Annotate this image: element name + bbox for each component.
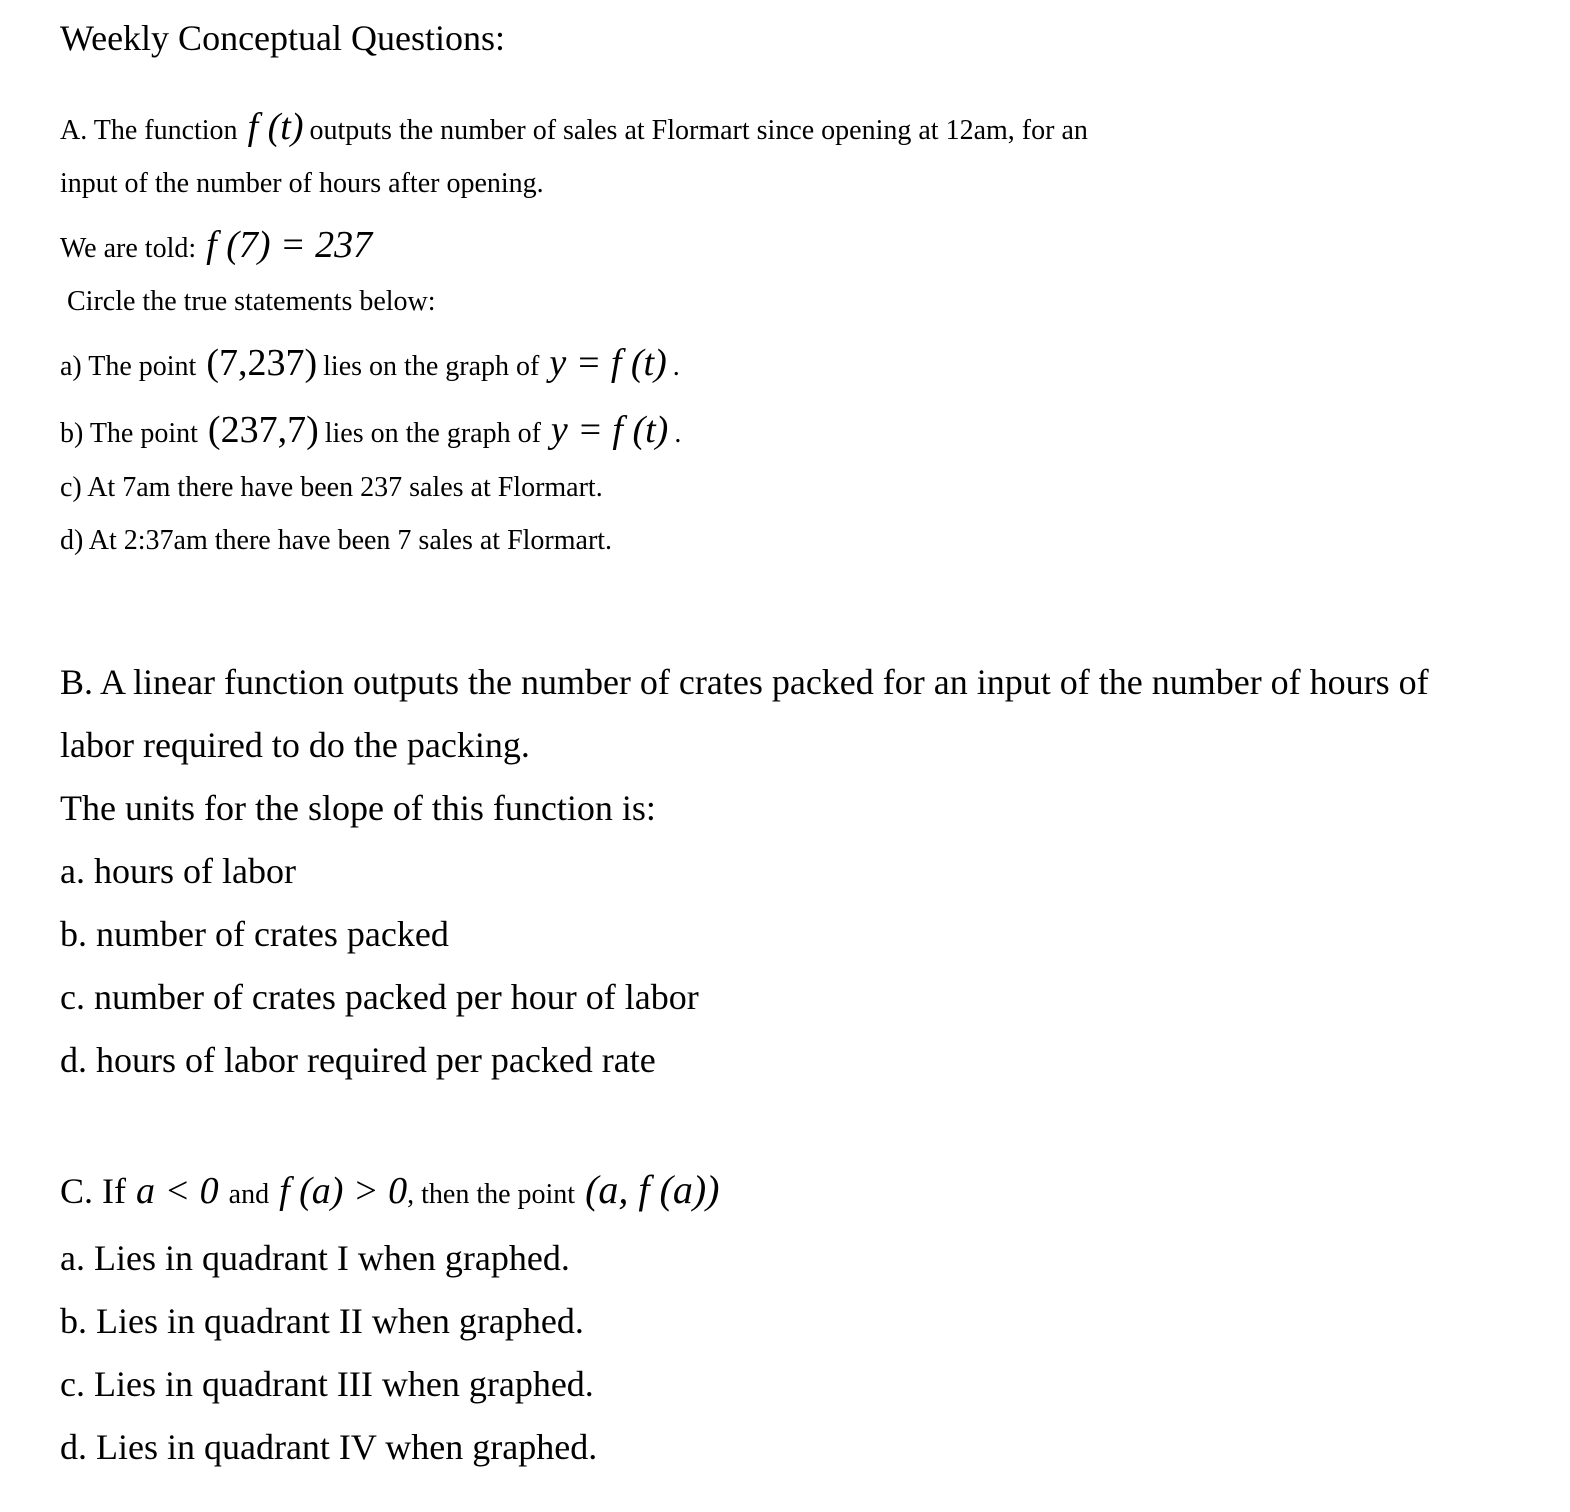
option-b-period: . bbox=[674, 418, 682, 449]
section-a-intro-end: outputs the number of sales at Flormart since opening at 12am, for an bbox=[309, 115, 1088, 146]
given-label: We are told: bbox=[60, 233, 197, 264]
math-y-equals-f-of-t-a: y = f (t) bbox=[549, 342, 667, 384]
section-b-line-1: B. A linear function outputs the number of crates packed for an input of the number of hours of bbox=[60, 662, 1429, 702]
section-c-then: , then the point bbox=[407, 1179, 576, 1210]
option-a-period: . bbox=[672, 351, 680, 382]
math-given-equation: f (7) = 237 bbox=[206, 224, 373, 266]
section-c-option-d: d. Lies in quadrant IV when graphed. bbox=[60, 1427, 598, 1467]
math-point-c: (a, f (a)) bbox=[585, 1167, 720, 1212]
section-c-prefix: C. If bbox=[60, 1171, 126, 1211]
section-b-option-b: b. number of crates packed bbox=[60, 914, 449, 954]
section-c-question bbox=[60, 1167, 720, 1212]
section-a-option-b bbox=[60, 411, 681, 449]
section-c-and: and bbox=[228, 1179, 270, 1210]
section-a-option-a bbox=[60, 344, 680, 382]
section-a-intro-line-1 bbox=[60, 108, 1088, 146]
math-f-of-t: f (t) bbox=[247, 106, 304, 148]
math-y-equals-f-of-t-b: y = f (t) bbox=[550, 409, 669, 451]
math-point-b: (237,7) bbox=[207, 409, 319, 451]
section-a-intro-start: A. The function bbox=[60, 115, 238, 146]
option-a-mid: lies on the graph of bbox=[323, 351, 540, 382]
section-a-option-c: c) At 7am there have been 237 sales at Flormart. bbox=[60, 472, 603, 503]
option-b-mid: lies on the graph of bbox=[324, 418, 541, 449]
circle-prompt: Circle the true statements below: bbox=[67, 286, 436, 317]
math-fa-gt-0: f (a) > 0 bbox=[279, 1170, 408, 1212]
section-c-option-c: c. Lies in quadrant III when graphed. bbox=[60, 1364, 594, 1404]
section-c-option-a: a. Lies in quadrant I when graphed. bbox=[60, 1238, 570, 1278]
section-b-prompt: The units for the slope of this function is: bbox=[60, 788, 656, 828]
page-title: Weekly Conceptual Questions: bbox=[60, 18, 506, 58]
section-a-option-d: d) At 2:37am there have been 7 sales at Flormart. bbox=[60, 525, 613, 556]
option-a-start: a) The point bbox=[60, 351, 197, 382]
section-b-option-a: a. hours of labor bbox=[60, 851, 296, 891]
math-point-a: (7,237) bbox=[206, 342, 318, 384]
math-a-lt-0: a < 0 bbox=[136, 1170, 219, 1212]
section-b-line-2: labor required to do the packing. bbox=[60, 725, 530, 765]
option-b-start: b) The point bbox=[60, 418, 198, 449]
section-a-intro-line-2: input of the number of hours after opening. bbox=[60, 168, 544, 199]
section-b-option-d: d. hours of labor required per packed rate bbox=[60, 1040, 656, 1080]
section-a-given bbox=[60, 226, 372, 264]
section-c-option-b: b. Lies in quadrant II when graphed. bbox=[60, 1301, 584, 1341]
section-b-option-c: c. number of crates packed per hour of labor bbox=[60, 977, 699, 1017]
